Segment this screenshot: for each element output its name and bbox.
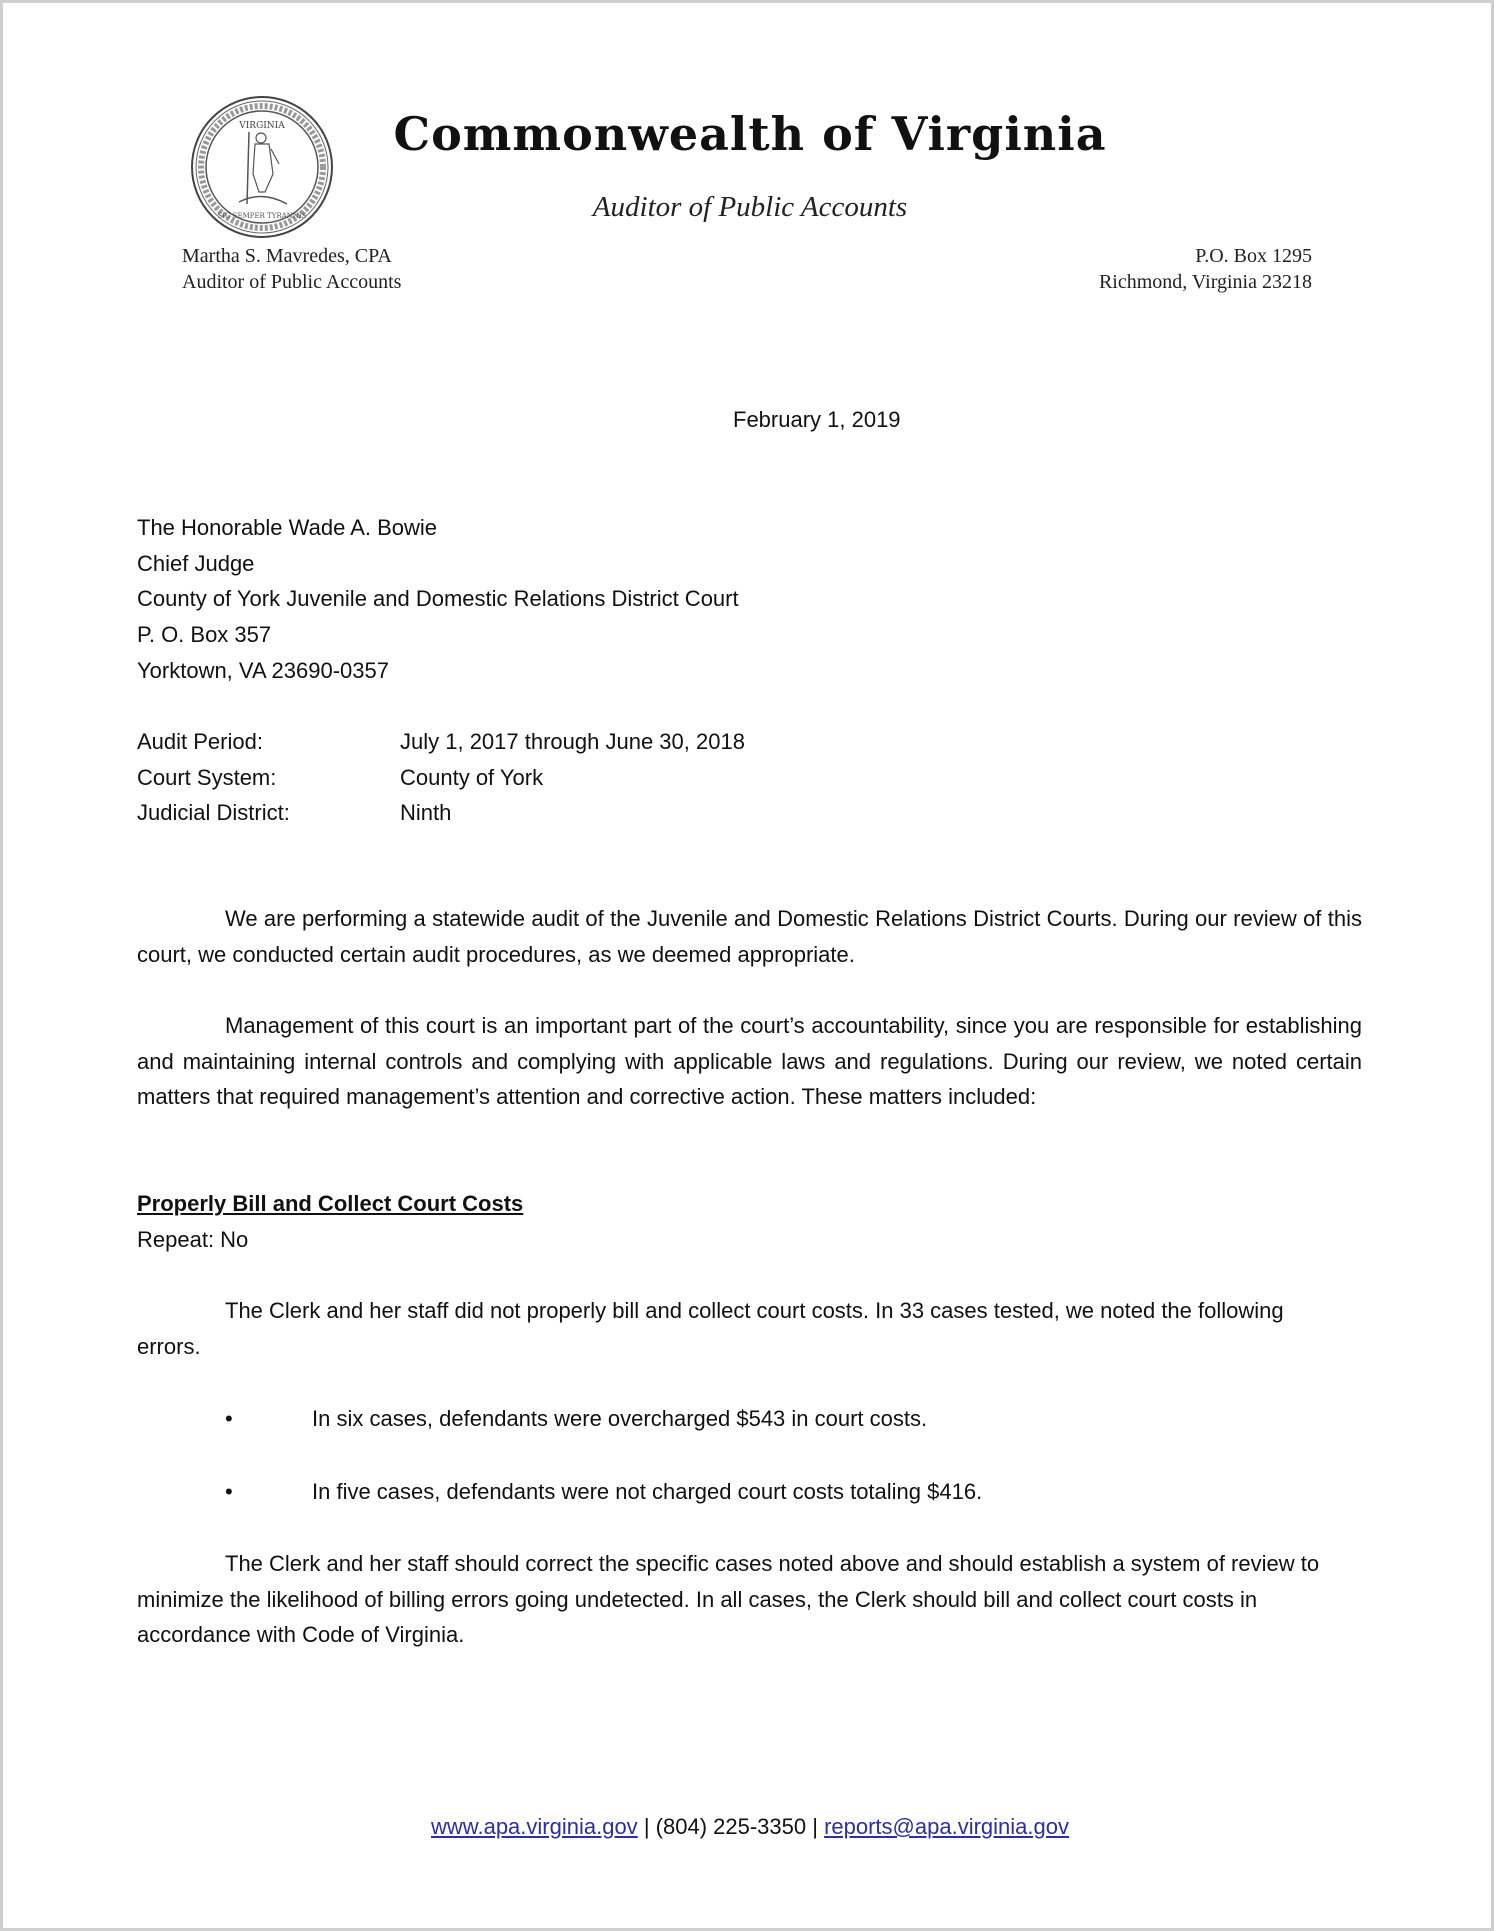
audit-info-row [137, 795, 745, 831]
audit-info-row [137, 760, 745, 796]
audit-info-row [137, 724, 745, 760]
finding-repeat-status: Repeat: No [137, 1227, 249, 1252]
finding-bullet [225, 1401, 927, 1437]
auditor-title: Auditor of Public Accounts [182, 271, 402, 293]
auditor-name-block [182, 243, 401, 295]
bullet-icon: • [225, 1406, 233, 1431]
recipient-line: County of York Juvenile and Domestic Relations District Court [137, 586, 739, 612]
recipient-address [137, 510, 739, 689]
recipient-line: Chief Judge [137, 550, 255, 576]
intro-paragraph: We are performing a statewide audit of the Juvenile and Domestic Relations District Courts. During our review of this court, we conducted certain audit procedures, as we deemed appropriate. [137, 906, 1362, 967]
email-link[interactable]: reports@apa.virginia.gov [824, 1814, 1069, 1839]
bullet-icon: • [225, 1479, 233, 1504]
footer-contact [3, 1809, 1494, 1845]
recipient-line: P. O. Box 357 [137, 622, 272, 648]
recipient-line: Yorktown, VA 23690-0357 [137, 657, 389, 683]
recipient-line: The Honorable Wade A. Bowie [137, 515, 438, 540]
svg-text:SIC SEMPER TYRANNIS: SIC SEMPER TYRANNIS [217, 212, 307, 220]
audit-info-label: Audit Period: [137, 729, 263, 754]
audit-info [137, 724, 745, 831]
management-paragraph: Management of this court is an important part of the court’s accountability, since you are responsible for establishing and maintaining internal controls and complying with applicable laws and regulations. During our review, we noted certain matters that required management’s attention and corrective action. These matters included: [137, 1013, 1362, 1110]
svg-text:VIRGINIA: VIRGINIA [239, 121, 285, 131]
letter-date: February 1, 2019 [733, 407, 901, 432]
office-city: Richmond, Virginia 23218 [1098, 271, 1312, 293]
letterhead-subtitle: Auditor of Public Accounts [592, 191, 908, 223]
audit-info-label: Judicial District: [137, 800, 290, 825]
finding-heading: Properly Bill and Collect Court Costs [137, 1191, 524, 1216]
recommendation-paragraph: The Clerk and her staff should correct the specific cases noted above and should establish a system of review to minimize the likelihood of billing errors going undetected. In all cases, the Clerk should bill and collect court costs in accordance with Code of Virginia. [137, 1551, 1320, 1648]
website-link[interactable]: www.apa.virginia.gov [431, 1814, 638, 1839]
audit-info-label: Court System: [137, 764, 277, 790]
audit-info-value: July 1, 2017 through June 30, 2018 [400, 729, 745, 754]
finding-intro-paragraph: The Clerk and her staff did not properly bill and collect court costs. In 33 cases tested, we noted the following errors. [137, 1298, 1284, 1359]
office-po-box: P.O. Box 1295 [1195, 245, 1312, 267]
letterhead-title-text: Commonwealth of Virginia [393, 107, 1107, 161]
auditor-name: Martha S. Mavredes, CPA [182, 245, 392, 267]
footer-phone: (804) 225-3350 [655, 1814, 807, 1839]
audit-info-value: County of York [400, 764, 544, 790]
bullet-text: In six cases, defendants were overcharged $543 in court costs. [312, 1406, 928, 1431]
footer-separator: | [812, 1814, 818, 1839]
footer-separator: | [643, 1814, 650, 1839]
finding-bullet [225, 1474, 982, 1510]
audit-info-value: Ninth [400, 800, 452, 825]
office-address-block [1099, 243, 1312, 295]
bullet-text: In five cases, defendants were not charged court costs totaling $416. [312, 1479, 983, 1504]
letterhead-title [3, 107, 1494, 161]
